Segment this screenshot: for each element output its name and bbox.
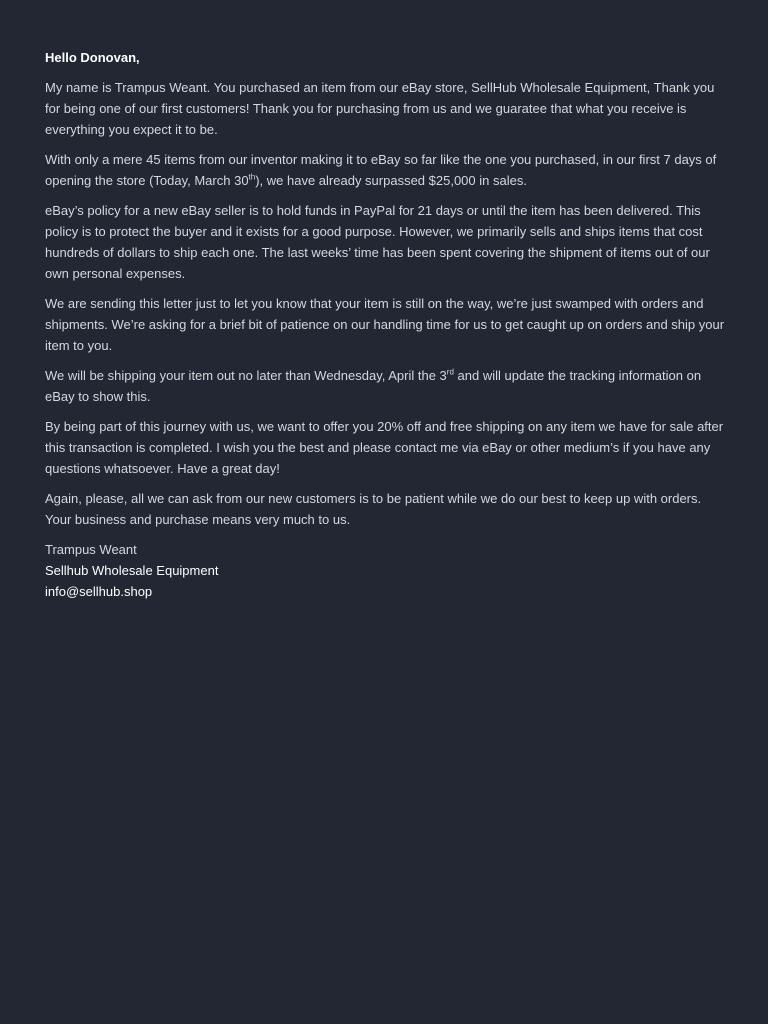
paragraph-sales-text-a: With only a mere 45 items from our inventor making it to eBay so far like the one you purchased, in our first 7 days of opening the store (Today, March 30 [45,152,717,188]
signature-company: Sellhub Wholesale Equipment [45,563,219,578]
paragraph-shipping-text-b: and will update the tracking information on eBay to show this. [45,368,702,404]
paragraph-offer: By being part of this journey with us, we want to offer you 20% off and free shipping on any item we have for sale after this transaction is completed. I wish you the best and please contact me via eBay or other medium’s if you have any questions whatsoever. Have a great day! [45,419,724,476]
paragraph-policy: eBay’s policy for a new eBay seller is to hold funds in PayPal for 21 days or until the item has been delivered. This policy is to protect the buyer and it exists for a good purpose. However, we primarily sells and ships items that cost hundreds of dollars to ship each one. The last weeks’ time has been spent covering the shipment of items out of our own personal expenses. [45,203,710,281]
signature-email-link[interactable]: info@sellhub.shop [45,584,153,599]
paragraph-intro: My name is Trampus Weant. You purchased an item from our eBay store, SellHub Wholesale Equipment, Thank you for being one of our first customers! Thank you for purchasing from us and we guaratee that what you receive is everything you expect it to be. [45,80,715,137]
paragraph-closing: Again, please, all we can ask from our new customers is to be patient while we do our best to keep up with orders. Your business and purchase means very much to us. [45,491,702,527]
paragraph-patience: We are sending this letter just to let you know that your item is still on the way, we’re just swamped with orders and shipments. We’re asking for a brief bit of patience on our handling time for us to get caught up on orders and ship your item to you. [45,296,725,353]
signature-name: Trampus Weant [45,542,137,557]
paragraph-shipping-text-a: We will be shipping your item out no later than Wednesday, April the 3 [45,368,447,383]
paragraph-sales-text-b: ), we have already surpassed $25,000 in sales. [255,173,527,188]
date-suffix-th: th [248,172,256,182]
date-suffix-rd: rd [446,367,454,377]
letter-body [45,47,725,602]
paragraph-shipping [45,365,725,407]
greeting: Hello Donovan, [45,50,140,65]
paragraph-sales [45,149,725,191]
